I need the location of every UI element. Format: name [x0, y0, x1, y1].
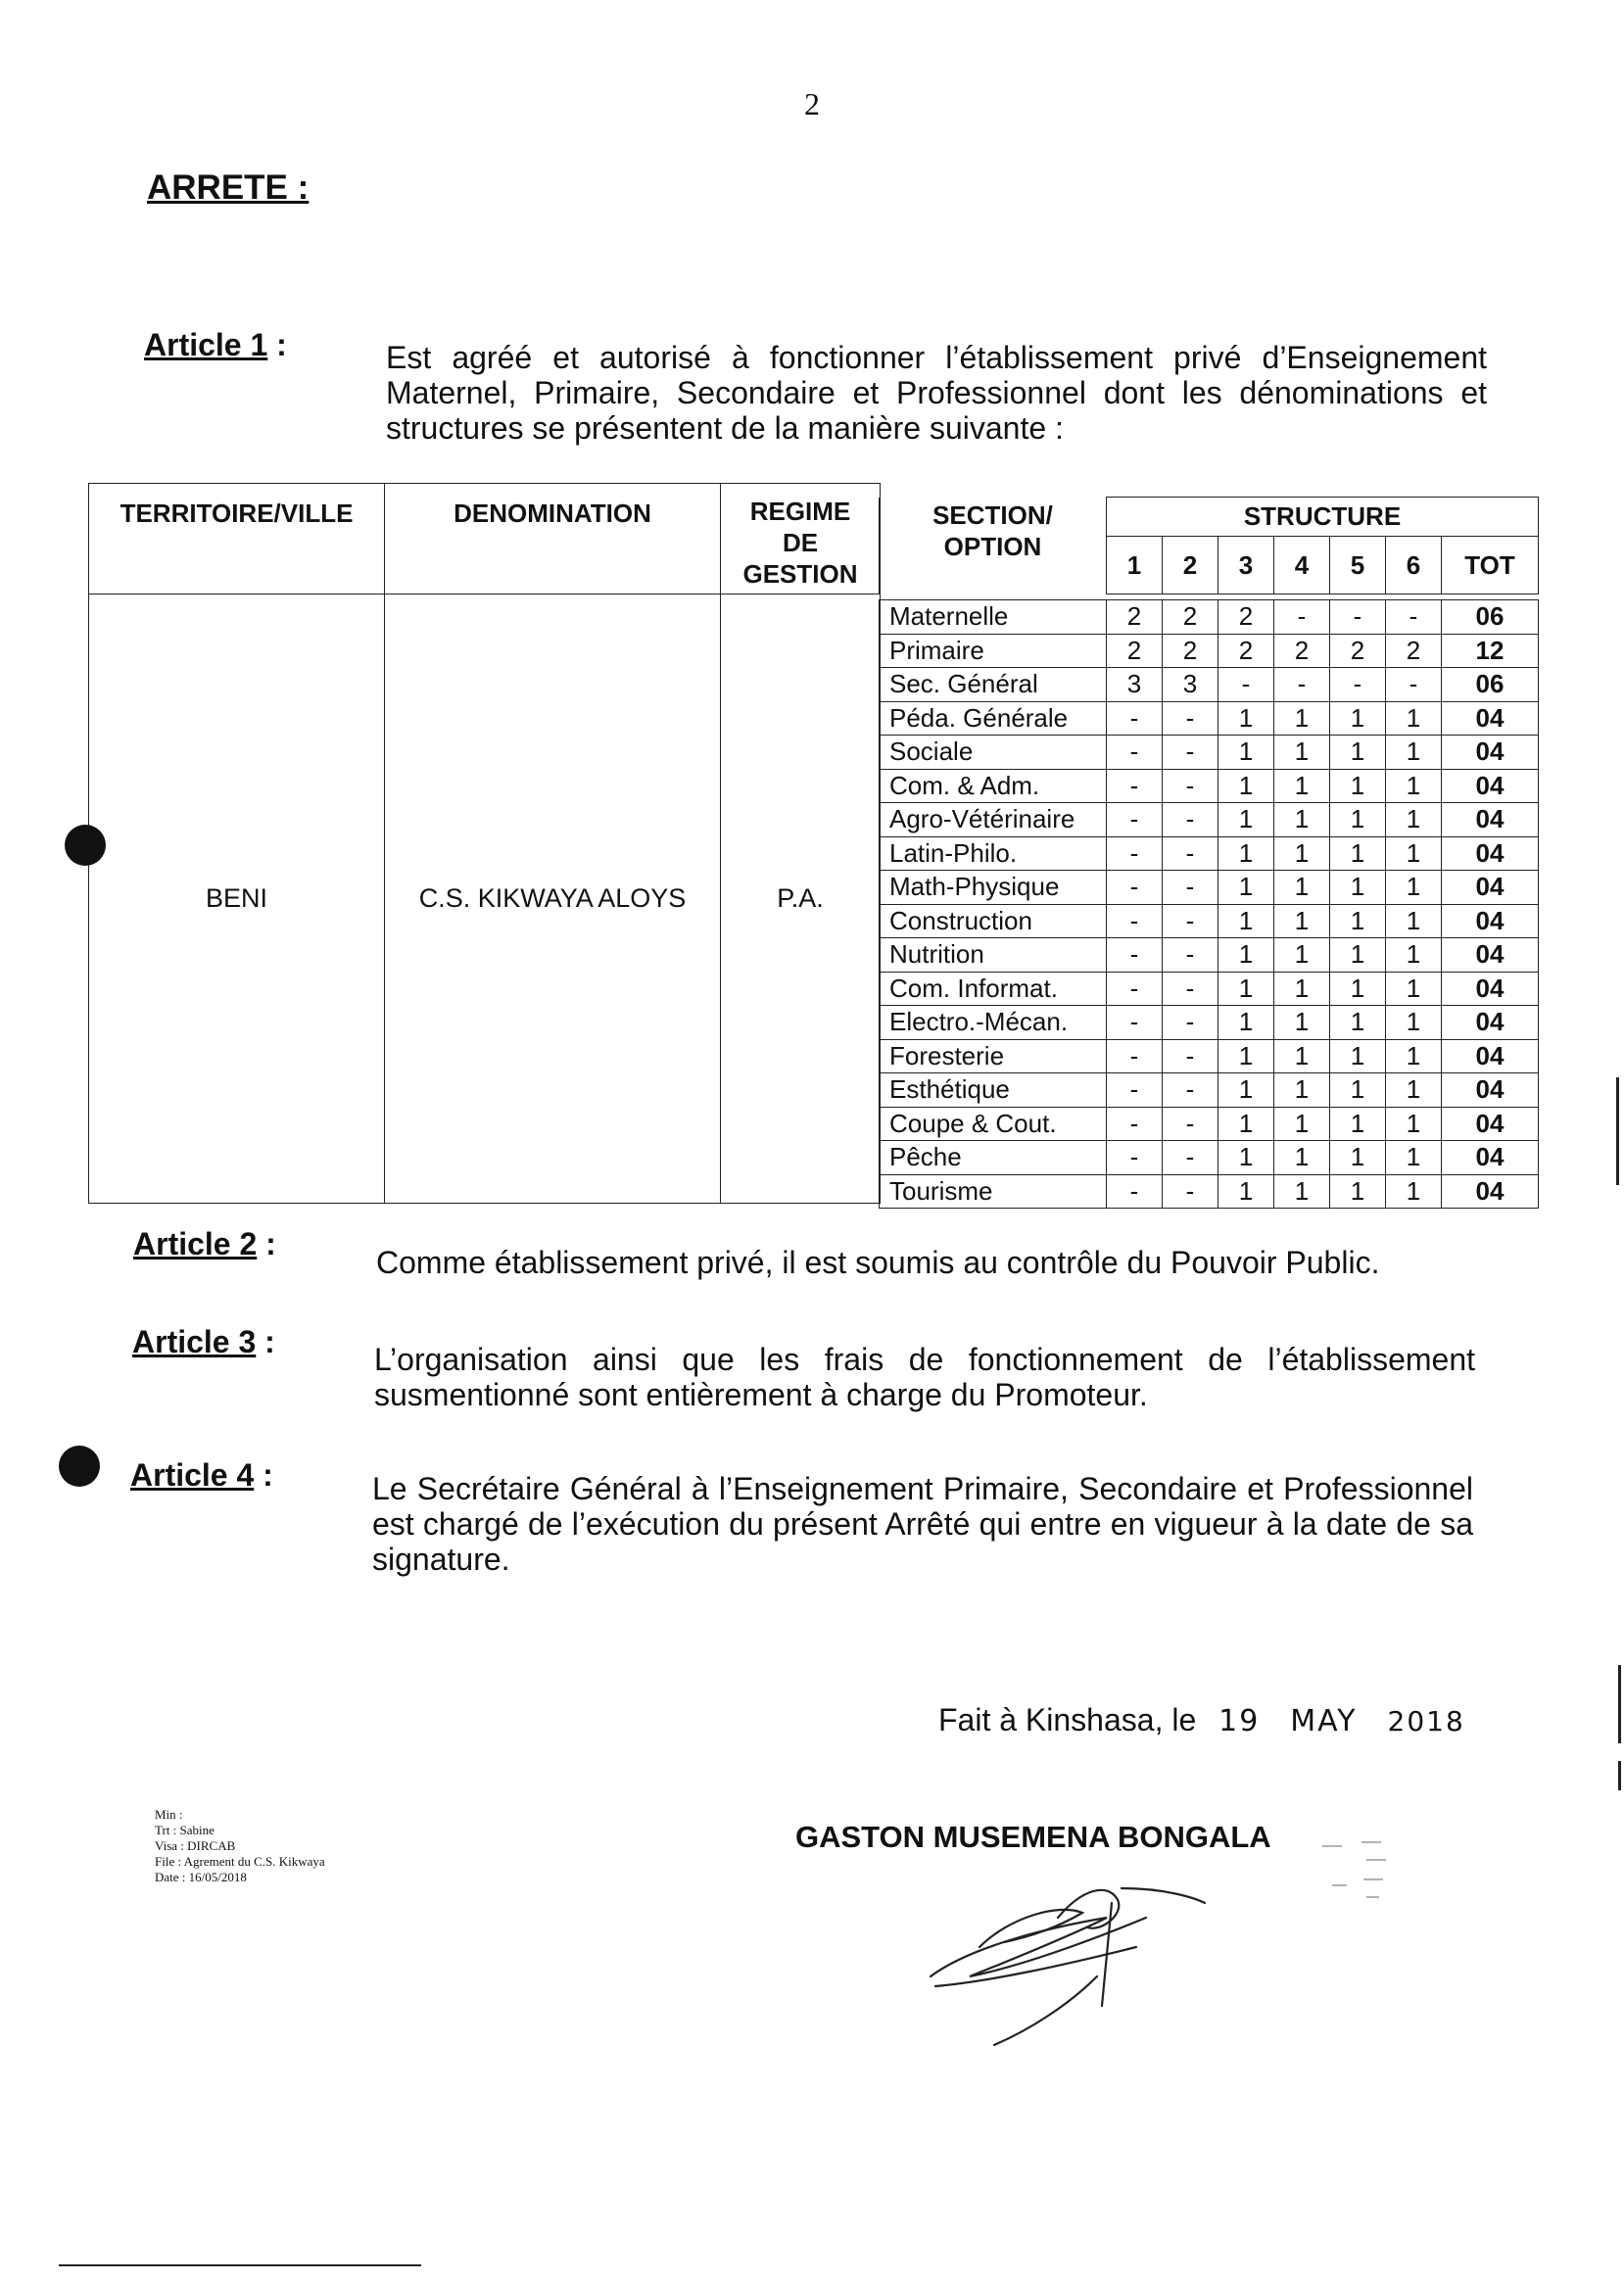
level-1-cell: - [1107, 1141, 1163, 1175]
level-4-cell: 1 [1274, 1174, 1330, 1209]
level-6-cell: 1 [1386, 904, 1442, 938]
table-row [880, 634, 1539, 668]
signature-place-text: Fait à Kinshasa, le [938, 1702, 1197, 1737]
table-row [880, 1073, 1539, 1108]
territoire-value: BENI [89, 594, 385, 1204]
level-6-cell: 1 [1386, 769, 1442, 803]
level-6-cell: - [1386, 668, 1442, 702]
level-6-cell: 1 [1386, 1174, 1442, 1209]
level-1-cell: - [1107, 836, 1163, 871]
level-4-cell: - [1274, 668, 1330, 702]
denomination-value: C.S. KIKWAYA ALOYS [385, 594, 721, 1204]
section-option-cell: Sec. Général [880, 668, 1107, 702]
table-row [880, 972, 1539, 1006]
footer-meta-line: Visa : DIRCAB [155, 1838, 236, 1853]
section-option-cell: Nutrition [880, 938, 1107, 973]
table-row [880, 600, 1539, 635]
level-5-cell: 1 [1330, 1073, 1386, 1108]
scan-edge-mark [1618, 1761, 1621, 1790]
signature-date-year: 2018 [1387, 1705, 1465, 1737]
article-3-text: L’organisation ainsi que les frais de fonctionnement de l’établissement susmentionné sont entièrement à charge du Promoteur. [374, 1342, 1475, 1412]
level-3-cell: 1 [1218, 1174, 1274, 1209]
total-cell: 04 [1442, 1006, 1539, 1040]
level-4-cell: 1 [1274, 871, 1330, 905]
level-5-cell: - [1330, 600, 1386, 635]
level-1-cell: - [1107, 803, 1163, 837]
header-regime-line2: DE [782, 528, 819, 557]
level-2-cell: - [1163, 938, 1218, 973]
section-option-cell: Electro.-Mécan. [880, 1006, 1107, 1040]
page-number: 2 [804, 86, 820, 121]
article-2-colon: : [257, 1226, 276, 1261]
level-4-cell: 1 [1274, 1141, 1330, 1175]
level-4-cell: 1 [1274, 1039, 1330, 1073]
total-cell: 04 [1442, 938, 1539, 973]
level-1-cell: 2 [1107, 600, 1163, 635]
total-cell: 12 [1442, 634, 1539, 668]
level-6-cell: 1 [1386, 803, 1442, 837]
level-1-cell: - [1107, 769, 1163, 803]
table-row [880, 668, 1539, 702]
total-cell: 04 [1442, 769, 1539, 803]
level-1-cell: - [1107, 871, 1163, 905]
regime-value: P.A. [721, 594, 881, 1204]
level-5-cell: 1 [1330, 1174, 1386, 1209]
header-regime [721, 484, 881, 594]
header-territoire: TERRITOIRE/VILLE [89, 484, 385, 594]
section-option-cell: Com. Informat. [880, 972, 1107, 1006]
header-section [880, 498, 1107, 594]
table-row [880, 871, 1539, 905]
level-4-cell: 1 [1274, 1073, 1330, 1108]
level-3-cell: 1 [1218, 701, 1274, 736]
level-2-cell: - [1163, 1107, 1218, 1141]
level-2-cell: - [1163, 972, 1218, 1006]
level-4-cell: 1 [1274, 972, 1330, 1006]
signature-place [938, 1702, 1465, 1738]
level-1-cell: - [1107, 1039, 1163, 1073]
total-cell: 04 [1442, 1107, 1539, 1141]
level-1-cell: - [1107, 1006, 1163, 1040]
article-3-colon: : [256, 1324, 275, 1359]
level-5-cell: 1 [1330, 938, 1386, 973]
level-1-cell: - [1107, 1073, 1163, 1108]
total-cell: 04 [1442, 803, 1539, 837]
punch-hole-mark [65, 825, 106, 866]
article-2-text: Comme établissement privé, il est soumis au contrôle du Pouvoir Public. [376, 1245, 1380, 1280]
level-6-cell: - [1386, 600, 1442, 635]
article-1-colon: : [267, 327, 287, 362]
level-6-cell: 1 [1386, 938, 1442, 973]
document-heading: ARRETE : [147, 168, 310, 207]
footer-meta-line: File : Agrement du C.S. Kikwaya [155, 1854, 325, 1869]
section-option-cell: Agro-Vétérinaire [880, 803, 1107, 837]
header-section-line1: SECTION/ [932, 499, 1053, 530]
level-1-cell: - [1107, 701, 1163, 736]
scan-edge-mark [1616, 1077, 1619, 1185]
level-5-cell: - [1330, 668, 1386, 702]
level-2-cell: - [1163, 769, 1218, 803]
level-3-cell: 1 [1218, 1141, 1274, 1175]
level-6-cell: 1 [1386, 836, 1442, 871]
header-level-1: 1 [1107, 537, 1163, 594]
scan-edge-mark [1618, 1665, 1621, 1743]
header-regime-line3: GESTION [742, 559, 858, 589]
total-cell: 06 [1442, 600, 1539, 635]
level-4-cell: 1 [1274, 904, 1330, 938]
footer-meta-line: Date : 16/05/2018 [155, 1870, 247, 1884]
level-4-cell: 2 [1274, 634, 1330, 668]
table-row [880, 769, 1539, 803]
level-4-cell: 1 [1274, 938, 1330, 973]
level-4-cell: 1 [1274, 803, 1330, 837]
level-5-cell: 1 [1330, 1141, 1386, 1175]
level-3-cell: 2 [1218, 600, 1274, 635]
section-option-cell: Construction [880, 904, 1107, 938]
table-row [880, 1107, 1539, 1141]
article-4-label-text: Article 4 [130, 1457, 255, 1493]
level-3-cell: 1 [1218, 1107, 1274, 1141]
article-4-text: Le Secrétaire Général à l’Enseignement Primaire, Secondaire et Professionnel est chargé de l’exécution du présent Arrêté qui entre en vigueur à la date de sa signature. [372, 1471, 1473, 1577]
level-1-cell: - [1107, 972, 1163, 1006]
level-2-cell: - [1163, 1039, 1218, 1073]
total-cell: 06 [1442, 668, 1539, 702]
level-2-cell: - [1163, 904, 1218, 938]
level-4-cell: - [1274, 600, 1330, 635]
footer-meta-line: Trt : Sabine [155, 1823, 215, 1837]
section-option-cell: Maternelle [880, 600, 1107, 635]
level-5-cell: 1 [1330, 904, 1386, 938]
table-row [880, 938, 1539, 973]
level-3-cell: 1 [1218, 1073, 1274, 1108]
level-2-cell: - [1163, 836, 1218, 871]
total-cell: 04 [1442, 972, 1539, 1006]
header-regime-line1: REGIME [749, 497, 851, 526]
header-level-5: 5 [1330, 537, 1386, 594]
header-level-4: 4 [1274, 537, 1330, 594]
header-total: TOT [1442, 537, 1539, 594]
table-row [880, 904, 1539, 938]
level-5-cell: 1 [1330, 769, 1386, 803]
level-2-cell: - [1163, 1174, 1218, 1209]
total-cell: 04 [1442, 1141, 1539, 1175]
level-6-cell: 1 [1386, 1006, 1442, 1040]
signature-date-day: 19 [1218, 1704, 1261, 1738]
total-cell: 04 [1442, 836, 1539, 871]
level-3-cell: 2 [1218, 634, 1274, 668]
table-row [880, 1006, 1539, 1040]
level-1-cell: 3 [1107, 668, 1163, 702]
level-5-cell: 2 [1330, 634, 1386, 668]
header-level-6: 6 [1386, 537, 1442, 594]
level-1-cell: - [1107, 938, 1163, 973]
handwritten-signature [911, 1859, 1234, 2055]
level-1-cell: - [1107, 1174, 1163, 1209]
level-4-cell: 1 [1274, 701, 1330, 736]
table-row [880, 1141, 1539, 1175]
level-2-cell: - [1163, 1006, 1218, 1040]
header-section-line2: OPTION [943, 531, 1042, 561]
structure-rows [879, 599, 1539, 1209]
level-4-cell: 1 [1274, 736, 1330, 770]
level-4-cell: 1 [1274, 1006, 1330, 1040]
total-cell: 04 [1442, 904, 1539, 938]
section-option-cell: Pêche [880, 1141, 1107, 1175]
level-5-cell: 1 [1330, 1006, 1386, 1040]
level-2-cell: - [1163, 1073, 1218, 1108]
level-3-cell: 1 [1218, 736, 1274, 770]
total-cell: 04 [1442, 1073, 1539, 1108]
level-4-cell: 1 [1274, 769, 1330, 803]
section-option-cell: Primaire [880, 634, 1107, 668]
footer-meta-line: Min : [155, 1807, 183, 1822]
section-option-cell: Com. & Adm. [880, 769, 1107, 803]
level-3-cell: 1 [1218, 1039, 1274, 1073]
level-2-cell: - [1163, 701, 1218, 736]
total-cell: 04 [1442, 736, 1539, 770]
signatory-name: GASTON MUSEMENA BONGALA [795, 1820, 1271, 1854]
level-3-cell: 1 [1218, 803, 1274, 837]
level-2-cell: 2 [1163, 634, 1218, 668]
table-row [880, 701, 1539, 736]
level-3-cell: 1 [1218, 1006, 1274, 1040]
section-option-cell: Math-Physique [880, 871, 1107, 905]
level-3-cell: - [1218, 668, 1274, 702]
level-5-cell: 1 [1330, 736, 1386, 770]
level-5-cell: 1 [1330, 803, 1386, 837]
section-option-cell: Coupe & Cout. [880, 1107, 1107, 1141]
level-6-cell: 1 [1386, 701, 1442, 736]
signature-date-month: MAY [1290, 1704, 1358, 1738]
section-option-cell: Foresterie [880, 1039, 1107, 1073]
header-level-3: 3 [1218, 537, 1274, 594]
level-4-cell: 1 [1274, 836, 1330, 871]
table-row [880, 803, 1539, 837]
article-1-label-text: Article 1 [144, 327, 268, 362]
footer-metadata [155, 1807, 325, 1885]
article-1-text: Est agréé et autorisé à fonctionner l’établissement privé d’Enseignement Maternel, Primaire, Secondaire et Professionnel dont les dénominations et structures se présentent de la manière suivante : [386, 340, 1487, 446]
level-3-cell: 1 [1218, 938, 1274, 973]
table-row [880, 736, 1539, 770]
article-4-label [130, 1457, 273, 1494]
level-6-cell: 1 [1386, 736, 1442, 770]
level-3-cell: 1 [1218, 769, 1274, 803]
header-level-2: 2 [1163, 537, 1218, 594]
level-1-cell: - [1107, 904, 1163, 938]
article-3-label-text: Article 3 [132, 1324, 257, 1359]
level-5-cell: 1 [1330, 972, 1386, 1006]
article-1-label [144, 327, 287, 363]
level-5-cell: 1 [1330, 1107, 1386, 1141]
level-6-cell: 1 [1386, 1141, 1442, 1175]
header-structure: STRUCTURE [1107, 498, 1539, 537]
level-5-cell: 1 [1330, 1039, 1386, 1073]
article-2-label-text: Article 2 [133, 1226, 258, 1261]
level-1-cell: - [1107, 1107, 1163, 1141]
level-4-cell: 1 [1274, 1107, 1330, 1141]
level-5-cell: 1 [1330, 701, 1386, 736]
level-6-cell: 1 [1386, 1039, 1442, 1073]
total-cell: 04 [1442, 1039, 1539, 1073]
level-3-cell: 1 [1218, 871, 1274, 905]
total-cell: 04 [1442, 701, 1539, 736]
article-4-colon: : [254, 1457, 273, 1493]
article-3-label [132, 1324, 275, 1360]
stamp-residue [1313, 1836, 1401, 1915]
level-2-cell: - [1163, 1141, 1218, 1175]
level-2-cell: 3 [1163, 668, 1218, 702]
article-2-label [133, 1226, 276, 1262]
section-option-cell: Latin-Philo. [880, 836, 1107, 871]
table-row [880, 836, 1539, 871]
total-cell: 04 [1442, 871, 1539, 905]
punch-hole-mark [59, 1446, 100, 1487]
level-6-cell: 1 [1386, 1107, 1442, 1141]
section-option-cell: Péda. Générale [880, 701, 1107, 736]
section-option-cell: Esthétique [880, 1073, 1107, 1108]
level-6-cell: 2 [1386, 634, 1442, 668]
level-1-cell: 2 [1107, 634, 1163, 668]
level-3-cell: 1 [1218, 904, 1274, 938]
establishment-table [88, 483, 881, 1204]
level-3-cell: 1 [1218, 836, 1274, 871]
level-6-cell: 1 [1386, 1073, 1442, 1108]
level-5-cell: 1 [1330, 836, 1386, 871]
table-row [880, 1039, 1539, 1073]
level-1-cell: - [1107, 736, 1163, 770]
level-2-cell: - [1163, 803, 1218, 837]
level-6-cell: 1 [1386, 972, 1442, 1006]
level-2-cell: 2 [1163, 600, 1218, 635]
level-6-cell: 1 [1386, 871, 1442, 905]
header-denomination: DENOMINATION [385, 484, 721, 594]
structure-header [879, 497, 1539, 594]
level-5-cell: 1 [1330, 871, 1386, 905]
level-2-cell: - [1163, 736, 1218, 770]
footer-rule [59, 2264, 421, 2266]
level-2-cell: - [1163, 871, 1218, 905]
section-option-cell: Tourisme [880, 1174, 1107, 1209]
table-row [880, 1174, 1539, 1209]
section-option-cell: Sociale [880, 736, 1107, 770]
level-3-cell: 1 [1218, 972, 1274, 1006]
total-cell: 04 [1442, 1174, 1539, 1209]
